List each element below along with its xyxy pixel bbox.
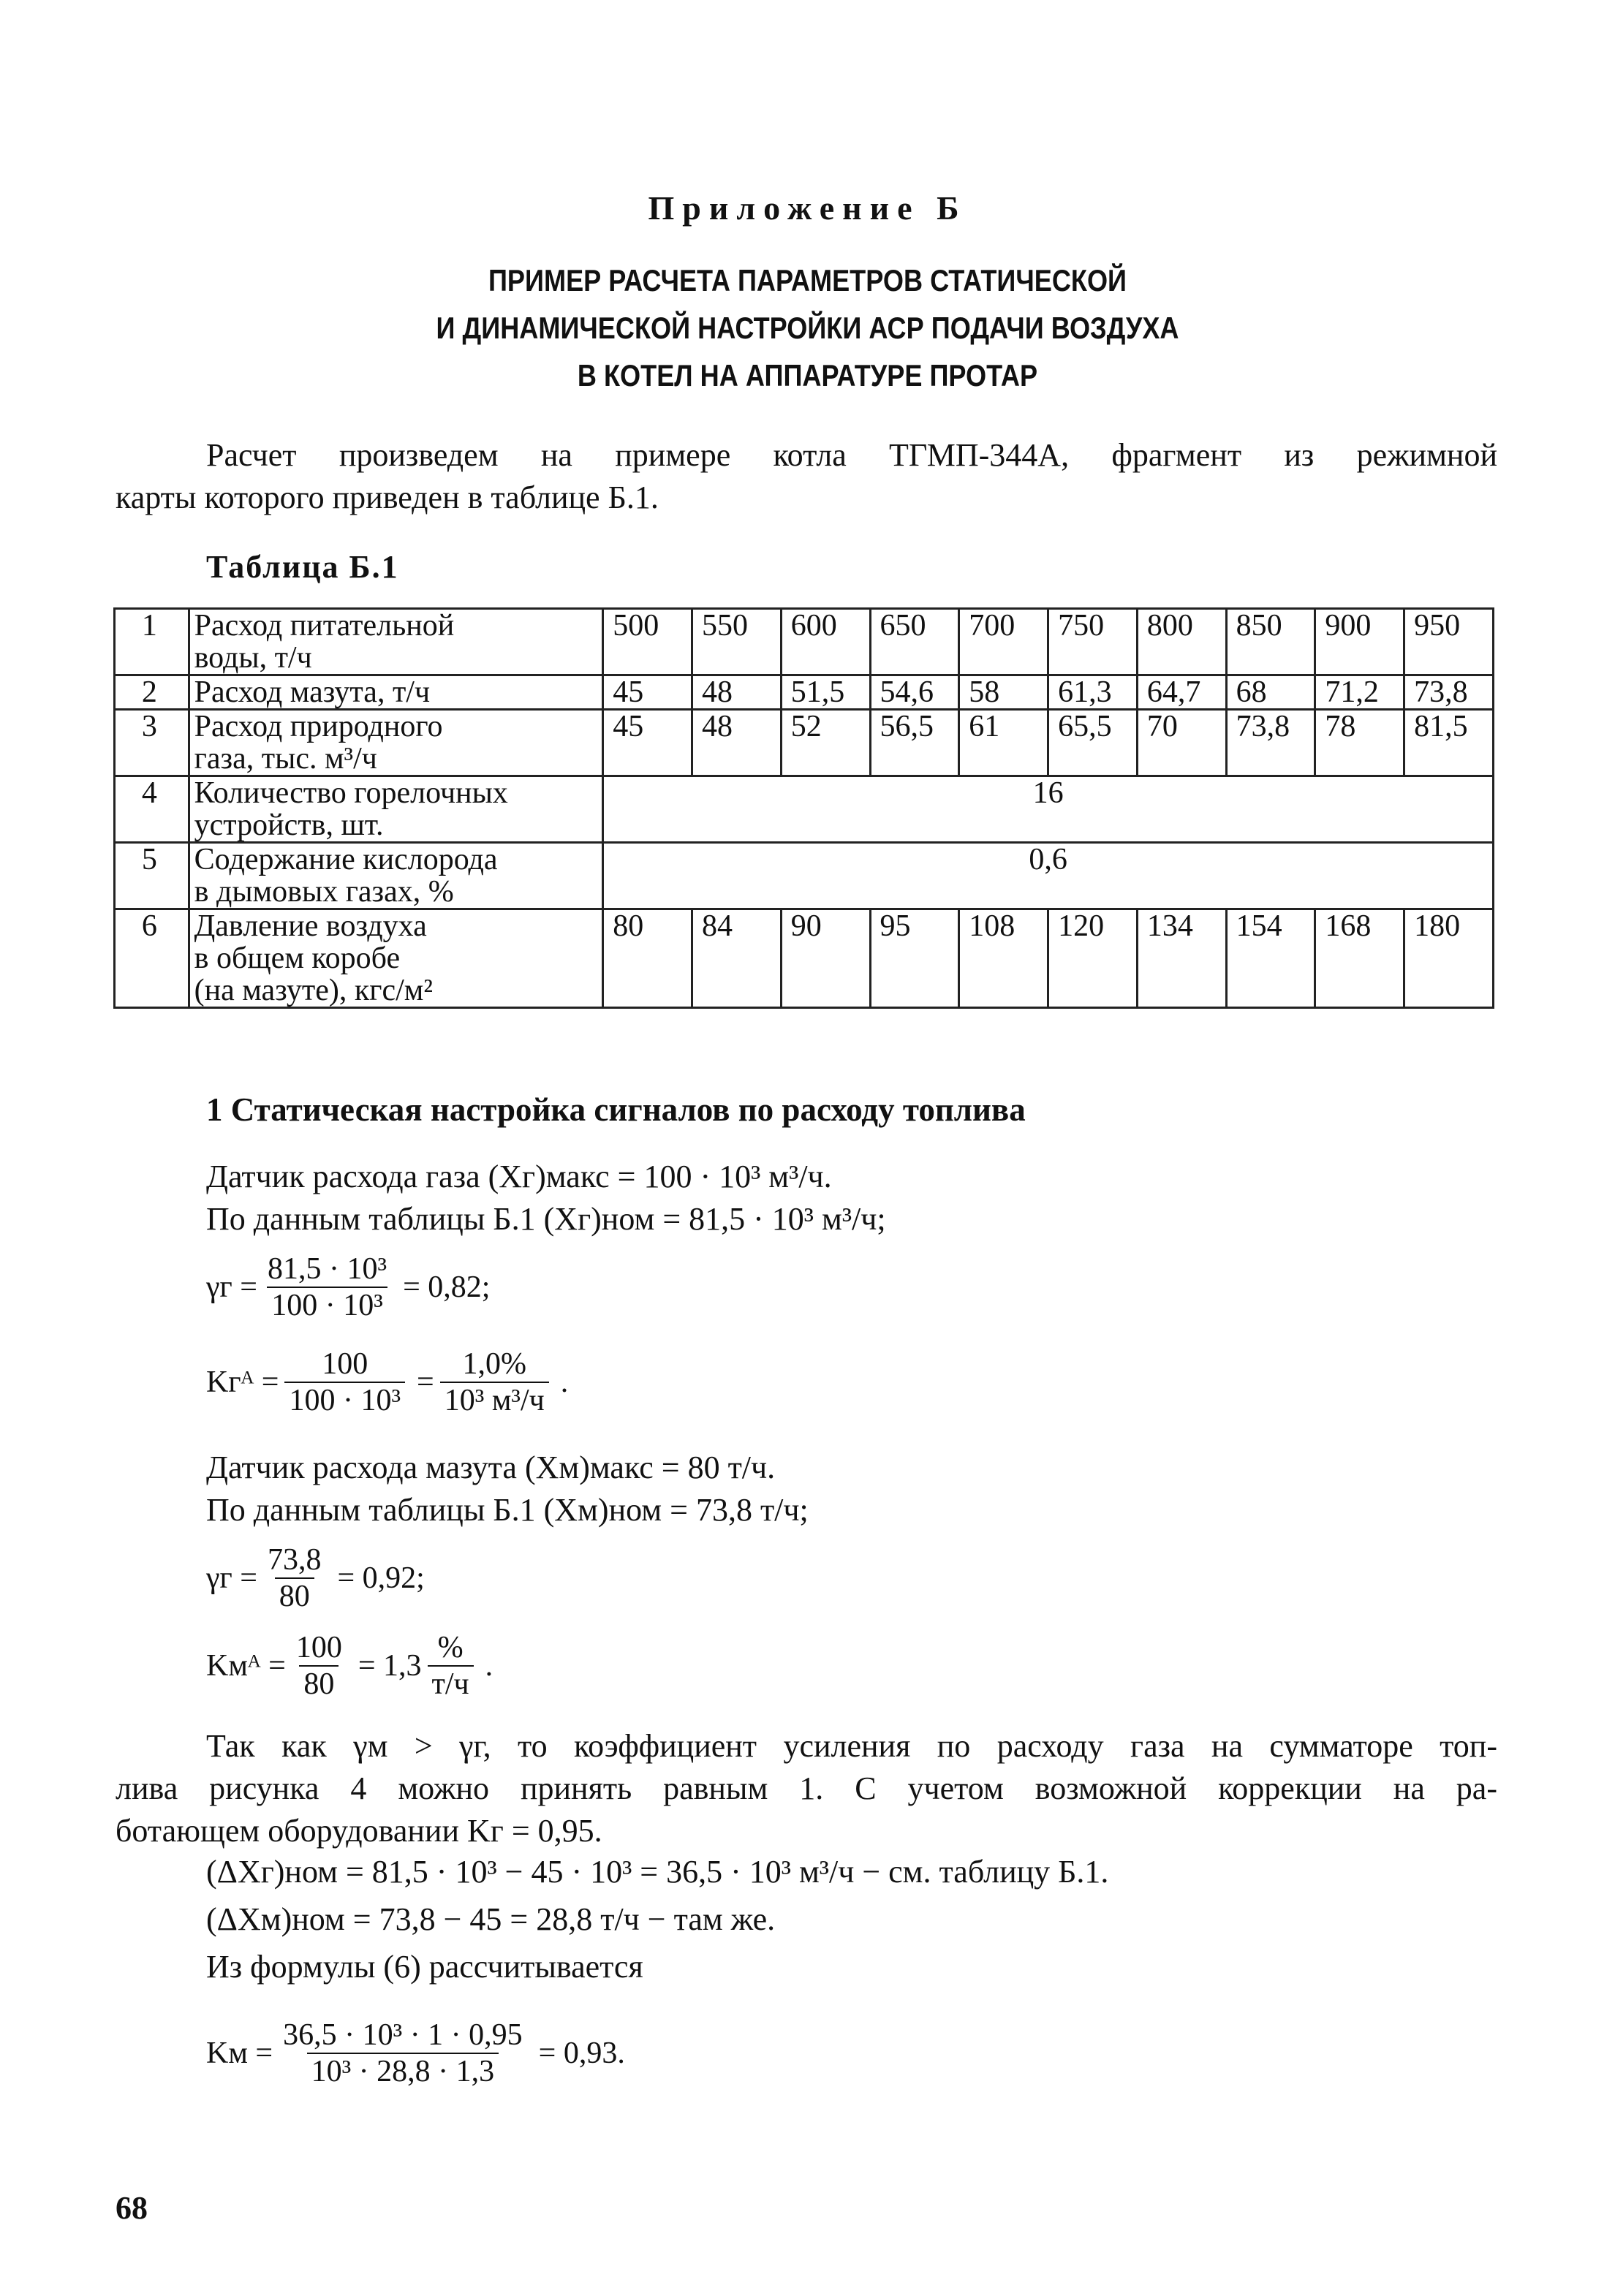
intro-line-2: карты которого приведен в таблице Б.1. xyxy=(116,480,659,515)
value-cell: 108 xyxy=(959,909,1048,1008)
value-cell: 950 xyxy=(1404,609,1494,675)
table-row xyxy=(115,776,1494,843)
value-cell: 850 xyxy=(1226,609,1315,675)
value-cell: 56,5 xyxy=(870,710,959,776)
value-cell: 81,5 xyxy=(1404,710,1494,776)
value-cell: 54,6 xyxy=(870,675,959,710)
value-cell: 64,7 xyxy=(1137,675,1226,710)
denominator: 10³ м³/ч xyxy=(440,1382,549,1418)
eq-end: . xyxy=(485,1649,493,1683)
title-line-2: И ДИНАМИЧЕСКОЙ НАСТРОЙКИ АСР ПОДАЧИ ВОЗДУХА xyxy=(436,311,1179,345)
numerator: 100 xyxy=(322,1347,368,1381)
value-cell: 61 xyxy=(959,710,1048,776)
row-label-line: в дымовых газах, % xyxy=(194,875,454,909)
intro-paragraph xyxy=(116,434,1497,519)
value-cell: 90 xyxy=(781,909,870,1008)
value-cell: 45 xyxy=(603,675,692,710)
row-label-line: Давление воздуха xyxy=(194,909,427,943)
row-number: 1 xyxy=(115,609,189,675)
row-label-line: Расход питательной xyxy=(194,609,455,643)
numerator: 81,5 · 10³ xyxy=(267,1252,387,1286)
fraction-1 xyxy=(284,1346,411,1418)
row-label xyxy=(189,710,603,776)
value-cell: 68 xyxy=(1226,675,1315,710)
value-cell: 58 xyxy=(959,675,1048,710)
value-cell: 168 xyxy=(1315,909,1404,1008)
oil-sensor-line: Датчик расхода мазута (Xм)макс = 80 т/ч. xyxy=(206,1450,776,1485)
fraction-2 xyxy=(428,1630,480,1702)
fraction-2 xyxy=(440,1346,555,1418)
coefficient-paragraph xyxy=(116,1725,1497,1852)
numerator: 36,5 · 10³ · 1 · 0,95 xyxy=(283,2018,523,2052)
row-label-line: Содержание кислорода xyxy=(194,843,498,876)
equation-gamma-gas xyxy=(206,1251,496,1323)
value-cell: 800 xyxy=(1137,609,1226,675)
row-label xyxy=(189,909,603,1008)
row-number: 6 xyxy=(115,909,189,1008)
value-cell: 134 xyxy=(1137,909,1226,1008)
value-cell: 750 xyxy=(1048,609,1138,675)
value-cell: 71,2 xyxy=(1315,675,1404,710)
row-label-line: газа, тыс. м³/ч xyxy=(194,742,377,776)
value-cell: 80 xyxy=(603,909,692,1008)
value-cell: 550 xyxy=(692,609,782,675)
value-cell: 95 xyxy=(870,909,959,1008)
eq-rhs: = 0,93. xyxy=(538,2037,625,2070)
equation-gamma-oil xyxy=(206,1542,431,1614)
merged-value-cell: 16 xyxy=(603,776,1494,843)
gas-sensor-line: Датчик расхода газа (Xг)макс = 100 · 10³ м³/ч. xyxy=(206,1159,832,1194)
row-label-line: устройств, шт. xyxy=(194,808,384,842)
value-cell: 52 xyxy=(781,710,870,776)
row-label-line: Расход природного xyxy=(194,710,443,743)
value-cell: 650 xyxy=(870,609,959,675)
table-row xyxy=(115,843,1494,909)
fraction xyxy=(263,1251,397,1323)
para-line-2: лива рисунка 4 можно принять равным 1. С учетом возможной коррекции на ра- xyxy=(116,1770,1497,1806)
value-cell: 65,5 xyxy=(1048,710,1138,776)
eq-lhs: Kмᴬ = xyxy=(206,1649,286,1683)
eq-mid: = 1,3 xyxy=(358,1649,422,1683)
eq-mid: = xyxy=(417,1365,434,1399)
numerator: 100 xyxy=(295,1631,342,1664)
row-number: 5 xyxy=(115,843,189,909)
row-label xyxy=(189,609,603,675)
value-cell: 84 xyxy=(692,909,782,1008)
eq-end: . xyxy=(560,1365,569,1399)
page-number: 68 xyxy=(116,2190,148,2226)
table-row xyxy=(115,675,1494,710)
denominator: т/ч xyxy=(428,1665,474,1702)
fraction xyxy=(279,2017,533,2089)
value-cell: 61,3 xyxy=(1048,675,1138,710)
row-label-line: воды, т/ч xyxy=(194,641,312,675)
intro-line-1: Расчет произведем на примере котла ТГМП-344А, фрагмент из режимной xyxy=(206,437,1497,473)
formula-ref-line: Из формулы (6) рассчитывается xyxy=(206,1949,643,1985)
para-line-3: ботающем оборудовании Kг = 0,95. xyxy=(116,1813,602,1849)
equation-k-oil xyxy=(206,1630,499,1702)
value-cell: 600 xyxy=(781,609,870,675)
equation-k-m xyxy=(206,2017,631,2089)
row-number: 4 xyxy=(115,776,189,843)
value-cell: 900 xyxy=(1315,609,1404,675)
value-cell: 180 xyxy=(1404,909,1494,1008)
row-number: 3 xyxy=(115,710,189,776)
denominator: 80 xyxy=(275,1577,314,1614)
value-cell: 73,8 xyxy=(1226,710,1315,776)
table-row xyxy=(115,609,1494,675)
value-cell: 120 xyxy=(1048,909,1138,1008)
eq-lhs: γг = xyxy=(206,1561,257,1595)
value-cell: 73,8 xyxy=(1404,675,1494,710)
denominator: 100 · 10³ xyxy=(284,1382,405,1418)
oil-nominal-line: По данным таблицы Б.1 (Xм)ном = 73,8 т/ч; xyxy=(206,1492,809,1528)
fraction xyxy=(263,1542,332,1614)
table-caption: Таблица Б.1 xyxy=(206,549,399,585)
row-label-line: в общем коробе xyxy=(194,941,401,975)
value-cell: 48 xyxy=(692,675,782,710)
gas-nominal-line: По данным таблицы Б.1 (Xг)ном = 81,5 · 10³ м³/ч; xyxy=(206,1201,886,1237)
delta-gas-line: (ΔXг)ном = 81,5 · 10³ − 45 · 10³ = 36,5 · 10³ м³/ч − см. таблицу Б.1. xyxy=(206,1854,1109,1890)
eq-rhs: = 0,92; xyxy=(337,1561,425,1595)
value-cell: 45 xyxy=(603,710,692,776)
eq-lhs: γг = xyxy=(206,1270,257,1304)
value-cell: 78 xyxy=(1315,710,1404,776)
appendix-label: Приложение Б xyxy=(648,189,967,227)
value-cell: 70 xyxy=(1137,710,1226,776)
fraction-1 xyxy=(292,1630,352,1702)
denominator: 10³ · 28,8 · 1,3 xyxy=(307,2053,499,2089)
row-label xyxy=(189,843,603,909)
numerator: 1,0% xyxy=(462,1347,527,1381)
value-cell: 500 xyxy=(603,609,692,675)
denominator: 80 xyxy=(299,1665,338,1702)
value-cell: 48 xyxy=(692,710,782,776)
para-line-1: Так как γм > γг, то коэффициент усиления по расходу газа на сумматоре топ- xyxy=(206,1728,1497,1764)
denominator: 100 · 10³ xyxy=(267,1287,387,1323)
eq-lhs: Kгᴬ = xyxy=(206,1365,279,1399)
value-cell: 51,5 xyxy=(781,675,870,710)
delta-oil-line: (ΔXм)ном = 73,8 − 45 = 28,8 т/ч − там же. xyxy=(206,1901,776,1937)
numerator: % xyxy=(437,1631,464,1664)
row-label xyxy=(189,776,603,843)
merged-value-cell: 0,6 xyxy=(603,843,1494,909)
eq-lhs: Kм = xyxy=(206,2037,273,2070)
boiler-data-table xyxy=(113,607,1494,1009)
row-label-line: Количество горелочных xyxy=(194,776,508,810)
row-label-line: (на мазуте), кгс/м² xyxy=(194,974,433,1007)
equation-k-gas xyxy=(206,1346,574,1418)
row-number: 2 xyxy=(115,675,189,710)
row-label-line: Расход мазута, т/ч xyxy=(194,675,431,709)
section-heading: 1 Статическая настройка сигналов по расходу топлива xyxy=(206,1091,1026,1128)
title-line-1: ПРИМЕР РАСЧЕТА ПАРАМЕТРОВ СТАТИЧЕСКОЙ xyxy=(488,263,1127,298)
row-label xyxy=(189,675,603,710)
title-line-3: В КОТЕЛ НА АППАРАТУРЕ ПРОТАР xyxy=(577,358,1038,393)
table-row xyxy=(115,909,1494,1008)
value-cell: 154 xyxy=(1226,909,1315,1008)
table-row xyxy=(115,710,1494,776)
eq-rhs: = 0,82; xyxy=(403,1270,491,1304)
numerator: 73,8 xyxy=(267,1543,322,1577)
value-cell: 700 xyxy=(959,609,1048,675)
